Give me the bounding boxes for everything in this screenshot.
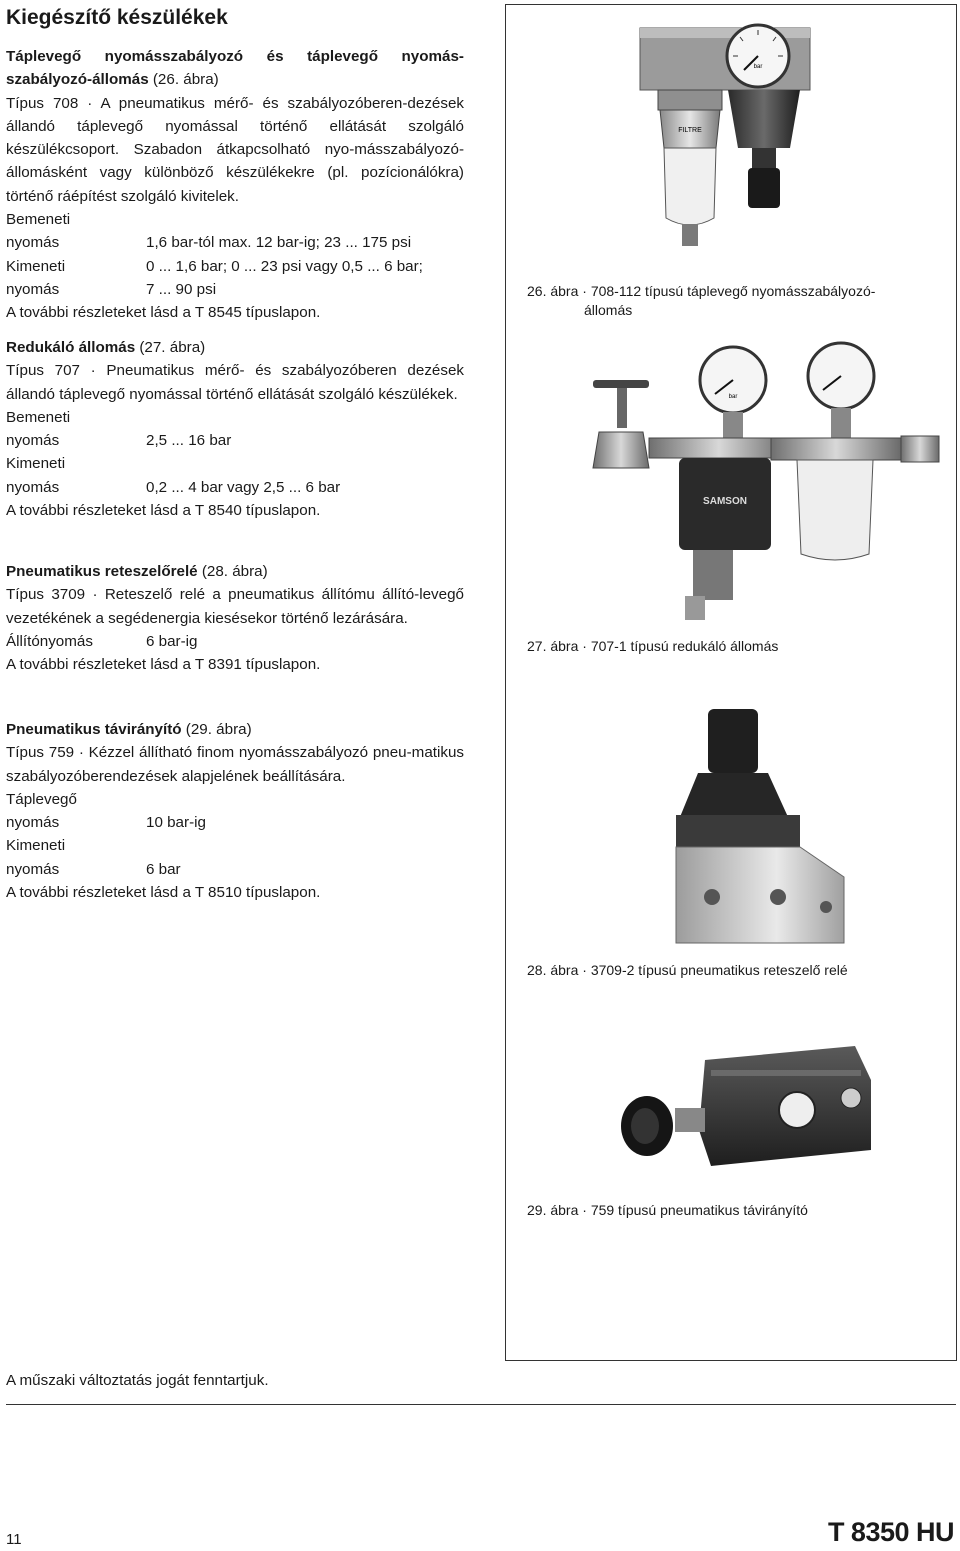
section-figure-ref: (29. ábra) [181,721,252,738]
spec-input-pressure: Bemeneti nyomás 1,6 bar-tól max. 12 bar-ig; 23 ... 175 psi [6,211,412,252]
caption-figure-29: 29. ábra · 759 típusú pneumatikus távirányító [527,1202,808,1218]
page-title: Kiegészítő készülékek [6,6,228,29]
figure-28-lockup-relay [668,707,848,947]
section-body: Típus 3709 · Reteszelő relé a pneumatikus állítómu állító-levegő vezetékének a segédenergia kiesésekor történő lezárására. [6,586,464,627]
section-heading: Táplevegő nyomásszabályozó és táplevegő nyomás-szabályozó-állomás [6,48,464,89]
section-body: Típus 759 · Kézzel állítható finom nyomásszabályozó pneu-matikus szabályozóberendezések alapjelének beállítására. [6,744,464,785]
figure-26-supply-pressure-regulator [630,18,820,276]
section-more-info: A további részleteket lásd a T 8391 típuslapon. [6,656,321,674]
brand-label: SAMSON [703,496,747,507]
section-heading: Pneumatikus távirányító [6,721,182,738]
section-reducing-station [6,336,464,522]
caption-figure-28: 28. ábra · 3709-2 típusú pneumatikus reteszelő relé [527,962,848,978]
gauge-left-unit: bar [728,394,738,400]
section-heading: Pneumatikus reteszelőrelé [6,563,198,580]
gauge-unit-label: bar [753,64,763,70]
spec-actuator-pressure: Állítónyomás 6 bar-ig [6,632,198,650]
section-figure-ref: (28. ábra) [197,563,268,580]
figure-27-reducing-station [583,340,943,630]
section-lockup-relay [6,560,464,676]
section-figure-ref: (26. ábra) [148,71,219,89]
section-figure-ref: (27. ábra) [135,339,206,356]
section-remote-adjuster [6,718,464,904]
spec-supply-pressure: Táplevegő nyomás 10 bar-ig [6,790,206,832]
section-body: Típus 708 · A pneumatikus mérő- és szabályozóberen-dezések állandó táplevegő nyomással történő ellátását szolgáló készülékcsoport. Szabadon átkapcsolható nyo-másszabályozó-állomásként vagy különböző készülékekre (pl. pozícionálókra) történő ráépítést szolgáló kivitelek. [6,94,464,205]
spec-output-pressure: Kimeneti 0 ... 1,6 bar; 0 ... 23 psi vagy 0,5 ... 6 bar; nyomás 7 ... 90 psi [6,257,423,298]
section-more-info: A további részleteket lásd a T 8510 típuslapon. [6,884,321,902]
section-body: Típus 707 · Pneumatikus mérő- és szabályozóberen dezések állandó táplevegő nyomással történő ellátását szolgáló készülékek. [6,362,464,403]
spec-output-pressure: Kimeneti nyomás 6 bar [6,837,181,878]
section-more-info: A további részleteket lásd a T 8545 típuslapon. [6,304,321,322]
figure-29-remote-adjuster [615,1040,875,1190]
section-heading: Redukáló állomás [6,339,136,356]
caption-figure-26: 26. ábra · 708-112 típusú táplevegő nyomásszabályozó- állomás [527,283,876,318]
section-more-info: A további részleteket lásd a T 8540 típuslapon. [6,502,321,520]
page-number: 11 [6,1531,22,1548]
disclaimer-note: A műszaki változtatás jogát fenntartjuk. [6,1372,269,1389]
document-id: T 8350 HU [827,1517,954,1547]
spec-input-pressure: Bemeneti nyomás 2,5 ... 16 bar [6,408,232,450]
filter-label: FILTRE [678,127,702,134]
spec-output-pressure: Kimeneti nyomás 0,2 ... 4 bar vagy 2,5 ... 6 bar [6,455,341,496]
caption-figure-27: 27. ábra · 707-1 típusú redukáló állomás [527,638,779,654]
footer-divider [6,1404,956,1405]
section-supply-pressure-regulator [6,45,464,325]
